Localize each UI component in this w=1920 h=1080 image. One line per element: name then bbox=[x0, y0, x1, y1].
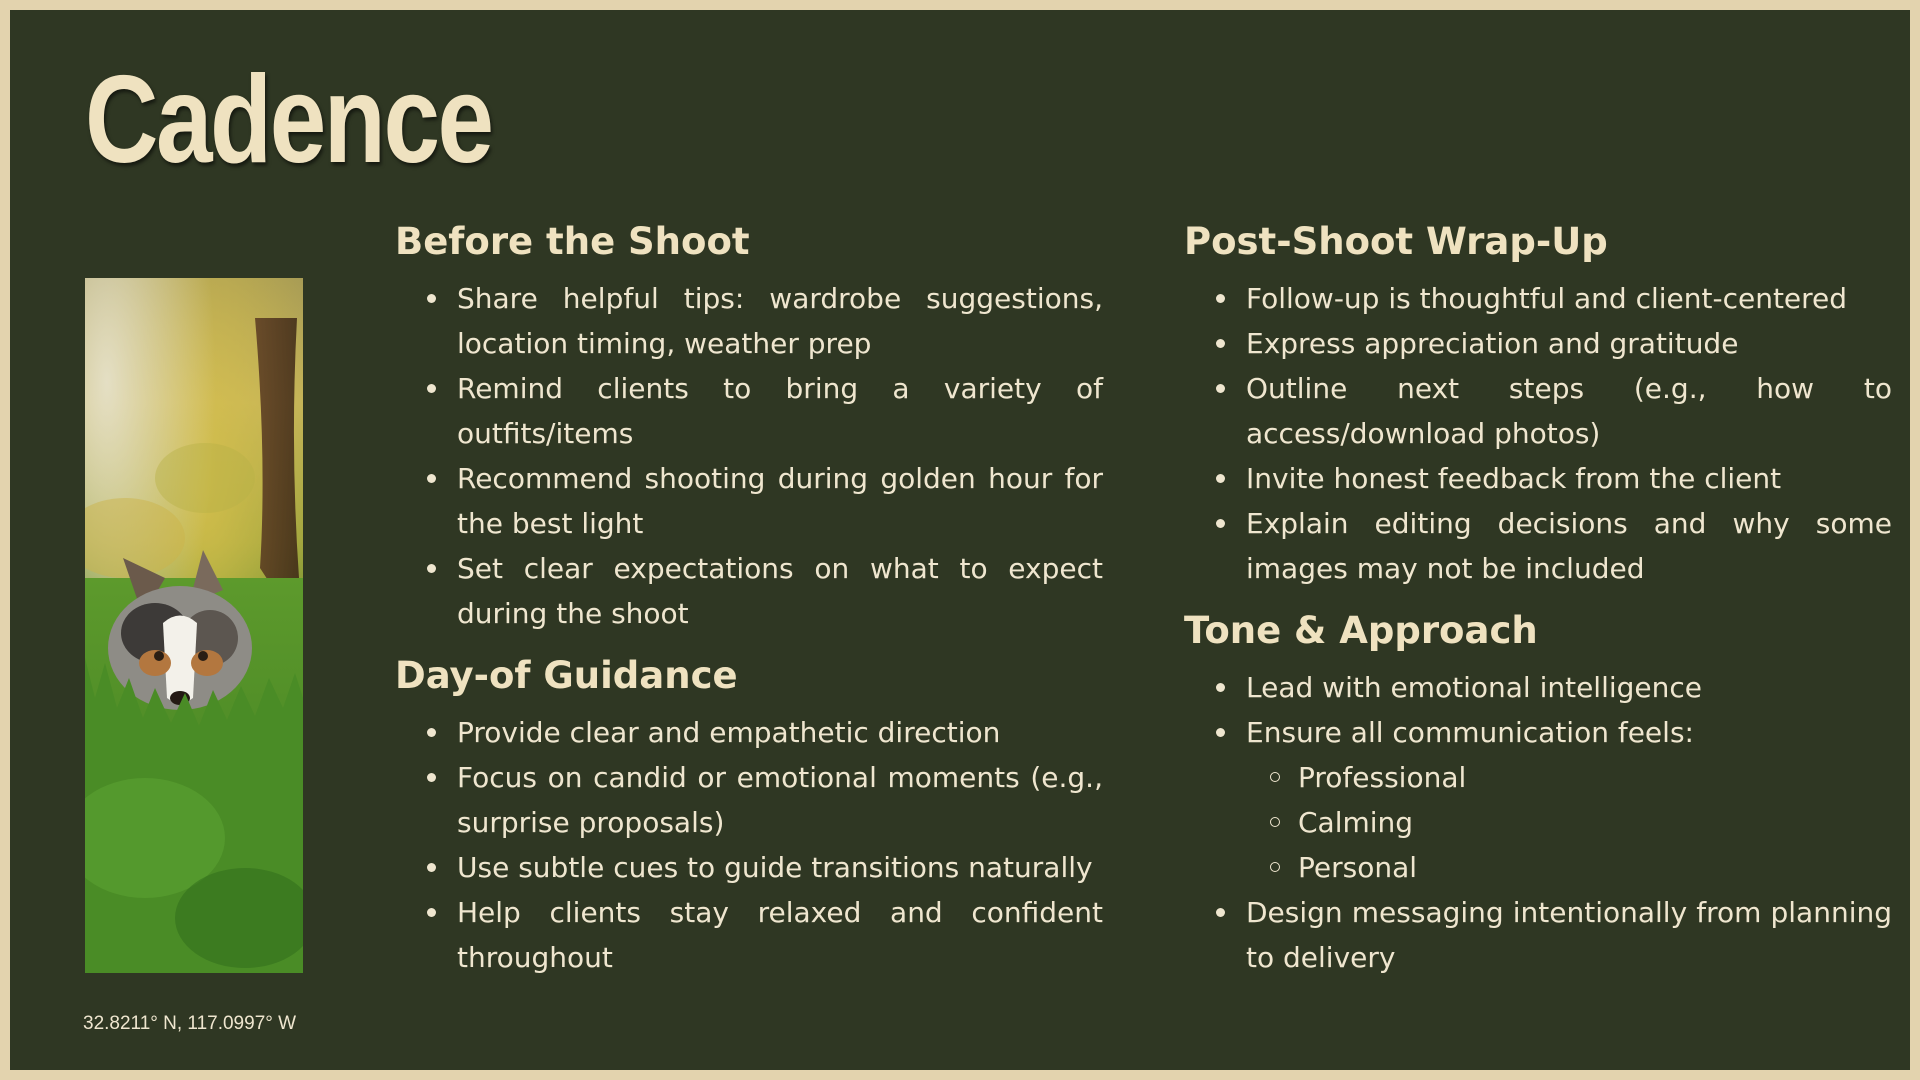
section-heading-day-of: Day-of Guidance bbox=[395, 654, 738, 697]
list-item: Design messaging intentionally from planning to delivery bbox=[1246, 890, 1892, 980]
tone-approach-list bbox=[1184, 665, 1892, 980]
list-item: Set clear expectations on what to expect during the shoot bbox=[457, 546, 1103, 636]
sub-list-item: Professional bbox=[1298, 755, 1892, 800]
tone-sublist bbox=[1246, 755, 1892, 890]
day-of-list bbox=[395, 710, 1103, 980]
sub-list-item: Calming bbox=[1298, 800, 1892, 845]
list-item: Express appreciation and gratitude bbox=[1246, 321, 1892, 366]
post-shoot-list bbox=[1184, 276, 1892, 591]
right-column bbox=[1184, 216, 1892, 994]
list-item: Remind clients to bring a variety of outfits/items bbox=[457, 366, 1103, 456]
sub-list-item: Personal bbox=[1298, 845, 1892, 890]
coordinates-label: 32.8211° N, 117.0997° W bbox=[83, 1013, 297, 1034]
list-item-text: Ensure all communication feels: bbox=[1246, 716, 1694, 749]
list-item: Outline next steps (e.g., how to access/download photos) bbox=[1246, 366, 1892, 456]
section-heading-before-shoot: Before the Shoot bbox=[395, 220, 750, 263]
list-item: Focus on candid or emotional moments (e.g., surprise proposals) bbox=[457, 755, 1103, 845]
list-item: Use subtle cues to guide transitions naturally bbox=[457, 845, 1103, 890]
list-item: Follow-up is thoughtful and client-centered bbox=[1246, 276, 1892, 321]
list-item: Explain editing decisions and why some images may not be included bbox=[1246, 501, 1892, 591]
list-item: Invite honest feedback from the client bbox=[1246, 456, 1892, 501]
list-item: Share helpful tips: wardrobe suggestions, location timing, weather prep bbox=[457, 276, 1103, 366]
page-title: Cadence bbox=[85, 51, 492, 189]
list-item bbox=[1246, 710, 1892, 890]
section-heading-post-shoot: Post-Shoot Wrap-Up bbox=[1184, 220, 1608, 263]
list-item: Recommend shooting during golden hour for the best light bbox=[457, 456, 1103, 546]
before-shoot-list bbox=[395, 276, 1103, 636]
section-heading-tone-approach: Tone & Approach bbox=[1184, 609, 1538, 652]
slide bbox=[10, 10, 1910, 1070]
list-item: Lead with emotional intelligence bbox=[1246, 665, 1892, 710]
list-item: Provide clear and empathetic direction bbox=[457, 710, 1103, 755]
dog-in-grass-photo bbox=[85, 278, 303, 973]
left-column bbox=[395, 216, 1103, 994]
list-item: Help clients stay relaxed and confident throughout bbox=[457, 890, 1103, 980]
